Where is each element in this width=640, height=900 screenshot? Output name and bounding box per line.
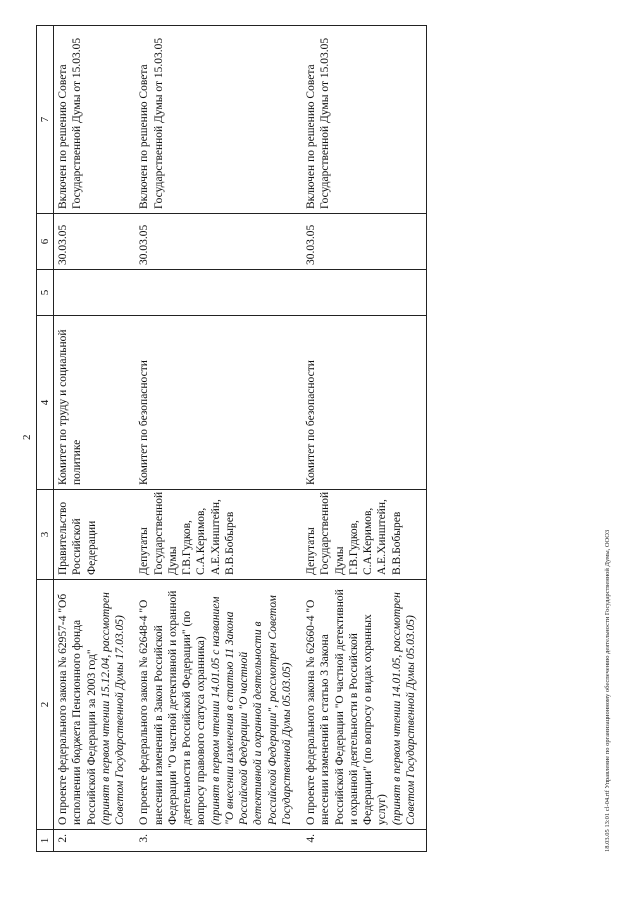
column-header-2: 2 <box>37 580 54 830</box>
column-header-6: 6 <box>37 214 54 270</box>
row-number: 4. <box>302 830 427 852</box>
scheduled-date: 30.03.05 <box>54 214 136 270</box>
responsible-committee: Комитет по безопасности <box>135 316 302 490</box>
bill-reading-note: (принят в первом чтении 15.12.04, рассмотрен Советом Государственной Думы 17.03.05) <box>99 592 126 825</box>
inclusion-status: Включен по решению Совета Государственной Думы от 15.03.05 <box>135 26 302 214</box>
bill-author: Правительство Российской Федерации <box>54 490 136 580</box>
inclusion-status: Включен по решению Совета Государственной Думы от 15.03.05 <box>54 26 136 214</box>
table-row <box>54 26 136 852</box>
row-number: 3. <box>135 830 302 852</box>
bill-author: Депутаты Государственной Думы Г.В.Гудков, С.А.Керимов, А.Е.Хинштейн, В.В.Бобырев <box>302 490 427 580</box>
bill-description <box>135 580 302 830</box>
column-header-4: 4 <box>37 316 54 490</box>
row-number: 2. <box>54 830 136 852</box>
responsible-committee: Комитет по труду и социальной политике <box>54 316 136 490</box>
bill-description <box>302 580 427 830</box>
column-header-3: 3 <box>37 490 54 580</box>
scheduled-date: 30.03.05 <box>135 214 302 270</box>
rotated-landscape-page <box>20 12 620 864</box>
inclusion-status: Включен по решению Совета Государственной Думы от 15.03.05 <box>302 26 427 214</box>
page-number: 2 <box>21 434 33 440</box>
column-header-1: 1 <box>37 830 54 852</box>
document-footer: 18.03.05 13:01 cl-04.rtf Управление по организационному обеспечению деятельности Государственной Думы, ООО3 <box>604 529 611 852</box>
column-5-cell <box>302 270 427 316</box>
column-header-row <box>37 26 54 852</box>
bill-title: О проекте федерального закона № 62660-4 "О внесении изменений в статью 3 Закона Российской Федерации "О частной детективной и охранной деятельности в Российской Федерации" (по вопросу о видах охранных услуг) <box>305 589 389 825</box>
bill-author: Депутаты Государственной Думы Г.В.Гудков, С.А.Керимов, А.Е.Хинштейн, В.В.Бобырев <box>135 490 302 580</box>
bill-description <box>54 580 136 830</box>
bill-reading-note: (принят в первом чтении 14.01.05 с названием "О внесении изменения в статью 11 Закона Российской Федерации "О частной детективной и охранной деятельности в Российской Федерации", рассмотрен Советом Государственной Думы 05.03.05) <box>209 595 293 825</box>
column-header-7: 7 <box>37 26 54 214</box>
bill-title: О проекте федерального закона № 62648-4 "О внесении изменений в Закон Российской Федерации "О частной детективной и охранной деятельности в Российской Федерации" (по вопросу правового статуса охранника) <box>138 590 208 825</box>
agenda-table <box>36 25 427 852</box>
column-header-5: 5 <box>37 270 54 316</box>
responsible-committee: Комитет по безопасности <box>302 316 427 490</box>
scheduled-date: 30.03.05 <box>302 214 427 270</box>
table-row <box>302 26 427 852</box>
bill-reading-note: (принят в первом чтении 14.01.05, рассмотрен Советом Государственной Думы 05.03.05) <box>390 592 417 825</box>
bill-title: О проекте федерального закона № 62957-4 "Об исполнении бюджета Пенсионного фонда Российской Федерации за 2003 год" <box>57 593 98 825</box>
table-row <box>135 26 302 852</box>
column-5-cell <box>54 270 136 316</box>
column-5-cell <box>135 270 302 316</box>
